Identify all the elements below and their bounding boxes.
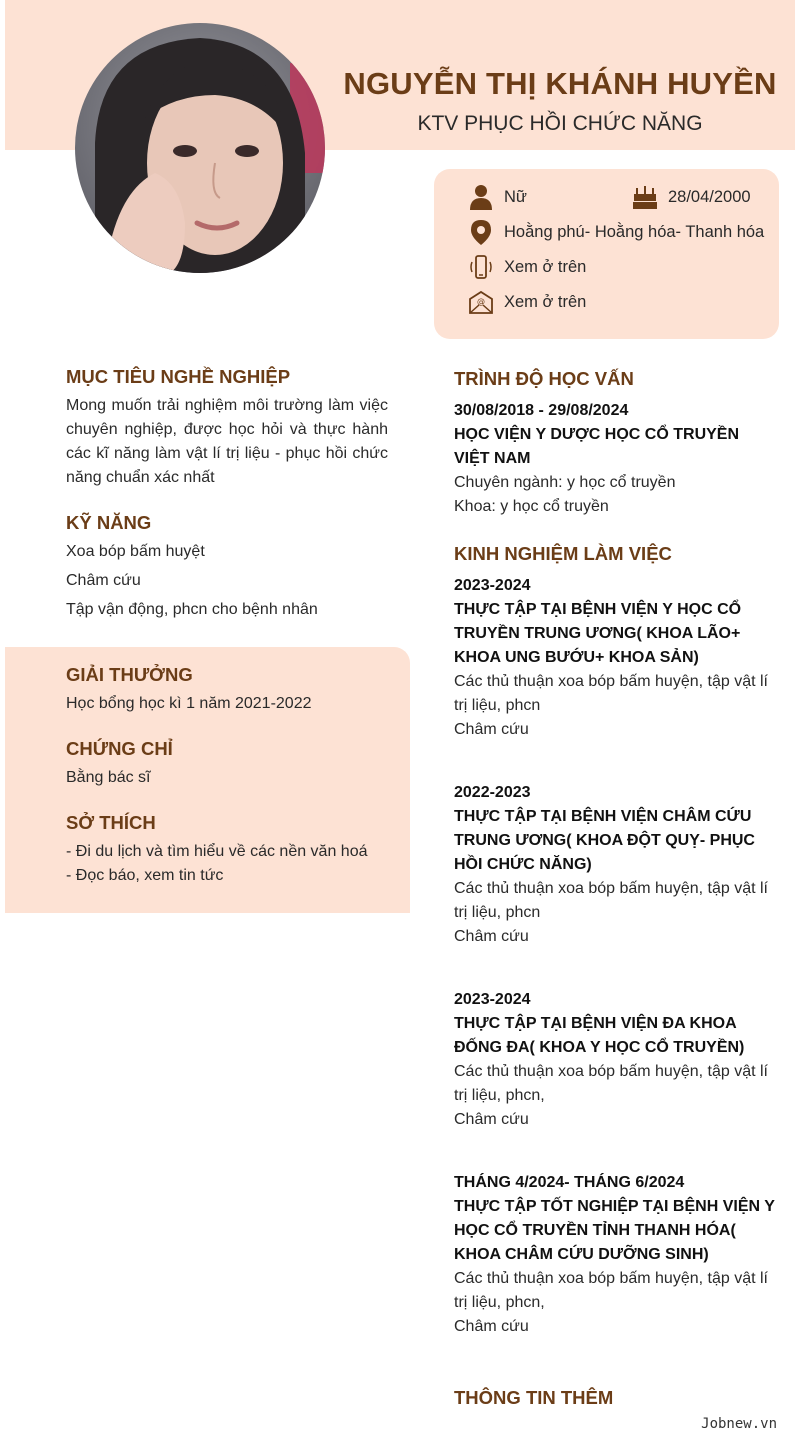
birthday-cake-icon (632, 184, 658, 210)
phone-icon (468, 254, 494, 280)
awards-title: GIẢI THƯỞNG (66, 664, 193, 685)
skill-item: Xoa bóp bấm huyệt (66, 543, 205, 560)
profile-photo (75, 23, 325, 273)
experience-role: THỰC TẬP TẠI BỆNH VIỆN CHÂM CỨU TRUNG ƯƠNG( KHOA ĐỘT QUỴ- PHỤC HỒI CHỨC NĂNG) (454, 808, 755, 873)
experience-desc: Các thủ thuận xoa bóp bấm huyện, tập vật lí trị liệu, phcn, (454, 1270, 768, 1311)
education-major: Chuyên ngành: y học cổ truyền (454, 474, 676, 491)
email-icon (468, 289, 494, 315)
education-faculty: Khoa: y học cổ truyền (454, 498, 609, 515)
contact-email (468, 289, 586, 315)
education-title: TRÌNH ĐỘ HỌC VẤN (454, 368, 634, 389)
certificates-title: CHỨNG CHỈ (66, 738, 173, 759)
location-pin-icon (468, 219, 494, 245)
experience-desc: Các thủ thuận xoa bóp bấm huyện, tập vật lí trị liệu, phcn (454, 673, 768, 714)
experience-desc: Các thủ thuận xoa bóp bấm huyện, tập vật lí trị liệu, phcn, (454, 1063, 768, 1104)
experience-period: 2023-2024 (454, 577, 531, 594)
experience-period: 2023-2024 (454, 991, 531, 1008)
objective-title: MỤC TIÊU NGHỀ NGHIỆP (66, 366, 291, 387)
contact-birthdate (632, 184, 751, 210)
experience-period: THÁNG 4/2024- THÁNG 6/2024 (454, 1174, 685, 1191)
candidate-name: NGUYỄN THỊ KHÁNH HUYỀN (343, 66, 777, 101)
hobby-item: - Đọc báo, xem tin tức (66, 867, 224, 884)
email-value: Xem ở trên (504, 292, 587, 311)
objective-text: Mong muốn trải nghiệm môi trường làm việc chuyên nghiệp, được học hỏi và thực hành các kĩ năng làm vật lí trị liệu - phục hồi chức năng chuẩn xác nhất (66, 397, 388, 486)
experience-role: THỰC TẬP TẠI BỆNH VIỆN ĐA KHOA ĐỐNG ĐA( KHOA Y HỌC CỔ TRUYỀN) (454, 1015, 745, 1056)
phone-value: Xem ở trên (504, 257, 587, 276)
awards-text: Học bổng học kì 1 năm 2021-2022 (66, 695, 312, 712)
extra-info-title: THÔNG TIN THÊM (454, 1387, 614, 1408)
contact-address (468, 219, 764, 245)
skill-item: Châm cứu (66, 572, 141, 589)
experience-desc: Châm cứu (454, 721, 529, 738)
experience-desc: Châm cứu (454, 1111, 529, 1128)
address-value: Hoằng phú- Hoằng hóa- Thanh hóa (504, 222, 765, 241)
certificates-text: Bằng bác sĩ (66, 769, 151, 786)
person-icon (468, 184, 494, 210)
hobbies-title: SỞ THÍCH (66, 812, 156, 833)
candidate-job-title: KTV PHỤC HỒI CHỨC NĂNG (417, 112, 703, 135)
education-period: 30/08/2018 - 29/08/2024 (454, 402, 629, 419)
watermark: Jobnew.vn (701, 1416, 777, 1432)
skill-item: Tập vận động, phcn cho bệnh nhân (66, 601, 318, 618)
experience-role: THỰC TẬP TỐT NGHIỆP TẠI BỆNH VIỆN Y HỌC CỔ TRUYỀN TỈNH THANH HÓA( KHOA CHÂM CỨU DƯỠNG SINH) (454, 1198, 775, 1263)
skills-title: KỸ NĂNG (66, 512, 152, 533)
gender-value: Nữ (504, 187, 527, 206)
birthdate-value: 28/04/2000 (668, 187, 751, 206)
experience-period: 2022-2023 (454, 784, 531, 801)
contact-phone (468, 254, 586, 280)
svg-text:@: @ (477, 297, 485, 306)
experience-desc: Các thủ thuận xoa bóp bấm huyện, tập vật lí trị liệu, phcn (454, 880, 768, 921)
hobby-item: - Đi du lịch và tìm hiểu về các nền văn hoá (66, 843, 368, 860)
experience-desc: Châm cứu (454, 1318, 529, 1335)
experience-role: THỰC TẬP TẠI BỆNH VIỆN Y HỌC CỔ TRUYỀN TRUNG ƯƠNG( KHOA LÃO+ KHOA UNG BƯỚU+ KHOA SẢN) (454, 601, 742, 666)
experience-desc: Châm cứu (454, 928, 529, 945)
education-school: HỌC VIỆN Y DƯỢC HỌC CỔ TRUYỀN VIỆT NAM (454, 426, 740, 467)
experience-title: KINH NGHIỆM LÀM VIỆC (454, 543, 672, 564)
contact-gender (468, 184, 527, 210)
